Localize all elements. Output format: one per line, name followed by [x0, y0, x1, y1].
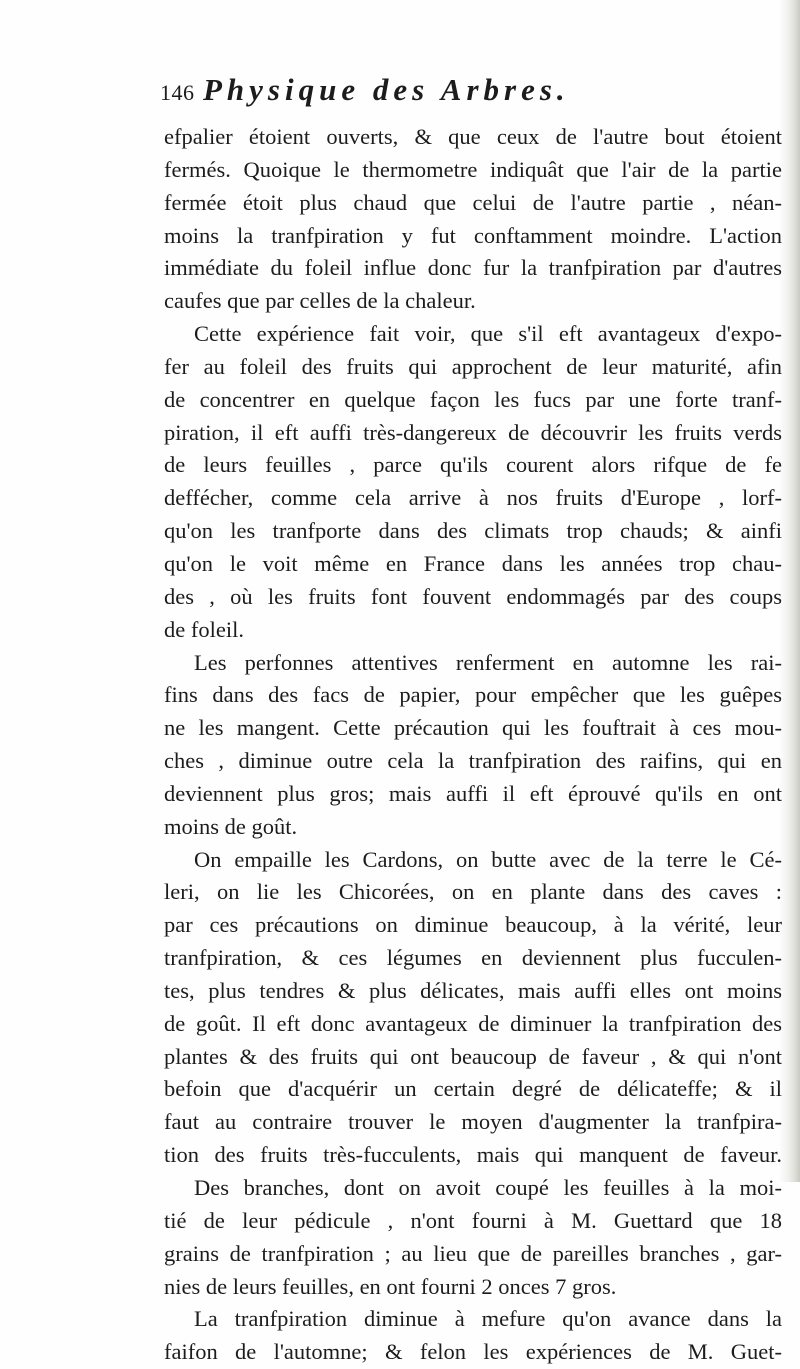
text-line: fer au foleil des fruits qui approchent de leur maturité, afin [164, 353, 782, 379]
text-line: des , où les fruits font fouvent endommagés par des coups [164, 583, 782, 609]
text-line: de foleil. [164, 616, 244, 642]
text-line: de goût. Il eft donc avantageux de diminuer la tranfpiration des [164, 1010, 782, 1036]
text-line: qu'on les tranfporte dans des climats trop chauds; & ainfi [164, 518, 782, 544]
text-line: immédiate du foleil influe donc fur la tranfpiration par d'autres [164, 255, 782, 281]
text-line: de leurs feuilles , parce qu'ils courent alors rifque de fe [164, 452, 782, 478]
text-line: deffécher, comme cela arrive à nos fruits d'Europe , lorf- [164, 485, 782, 511]
text-line: caufes que par celles de la chaleur. [164, 288, 476, 314]
text-line: par ces précautions on diminue beaucoup, à la vérité, leur [164, 912, 782, 938]
text-line: fins dans des facs de papier, pour empêcher que les guêpes [164, 682, 782, 708]
page-header [160, 72, 780, 112]
text-line: tié de leur pédicule , n'ont fourni à M. Guettard que 18 [164, 1207, 782, 1233]
text-line: faut au contraire trouver le moyen d'augmenter la tranfpira- [164, 1109, 782, 1135]
text-line: fermée étoit plus chaud que celui de l'autre partie , néan- [164, 189, 782, 215]
text-line: La tranfpiration diminue à mefure qu'on avance dans la [194, 1306, 782, 1332]
text-line: moins de goût. [164, 813, 298, 839]
text-line: qu'on le voit même en France dans les années trop chau- [164, 550, 782, 576]
page-number: 146 [160, 80, 195, 105]
text-line: nies de leurs feuilles, en ont fourni 2 onces 7 gros. [164, 1273, 617, 1299]
text-line: Les perfonnes attentives renferment en automne les rai- [194, 649, 782, 675]
text-line: tes, plus tendres & plus délicates, mais auffi elles ont moins [164, 977, 782, 1003]
text-line: plantes & des fruits qui ont beaucoup de faveur , & qui n'ont [164, 1043, 782, 1069]
text-line: faifon de l'automne; & felon les expériences de M. Guet- [164, 1339, 782, 1365]
text-line: de concentrer en quelque façon les fucs par une forte tranf- [164, 386, 782, 412]
text-line: efpalier étoient ouverts, & que ceux de l'autre bout étoient [164, 124, 782, 149]
text-line: tion des fruits très-fucculents, mais qui manquent de faveur. [164, 1142, 782, 1168]
text-line: ches , diminue outre cela la tranfpiration des raifins, qui en [164, 748, 782, 774]
text-line: piration, il eft auffi très-dangereux de découvrir les fruits verds [164, 419, 782, 445]
text-line: tranfpiration, & ces légumes en deviennent plus fucculen- [164, 945, 782, 971]
text-line: Des branches, dont on avoit coupé les feuilles à la moi- [194, 1175, 782, 1200]
text-line: grains de tranfpiration ; au lieu que de pareilles branches , gar- [164, 1240, 782, 1266]
text-line: leri, on lie les Chicorées, on en plante dans des caves : [164, 879, 782, 905]
text-line: On empaille les Cardons, on butte avec de la terre le Cé- [194, 846, 782, 872]
text-line: moins la tranfpiration y fut conftamment moindre. L'action [164, 222, 782, 248]
text-line: befoin que d'acquérir un certain degré de délicateffe; & il [164, 1076, 782, 1102]
running-head: Physique des Arbres. [203, 72, 570, 107]
text-line: Cette expérience fait voir, que s'il eft avantageux d'expo- [194, 321, 782, 347]
text-line: ne les mangent. Cette précaution qui les fouftrait à ces mou- [164, 715, 782, 741]
text-line: fermés. Quoique le thermometre indiquât que l'air de la partie [164, 156, 782, 182]
text-line: deviennent plus gros; mais auffi il eft éprouvé qu'ils en ont [164, 780, 782, 806]
